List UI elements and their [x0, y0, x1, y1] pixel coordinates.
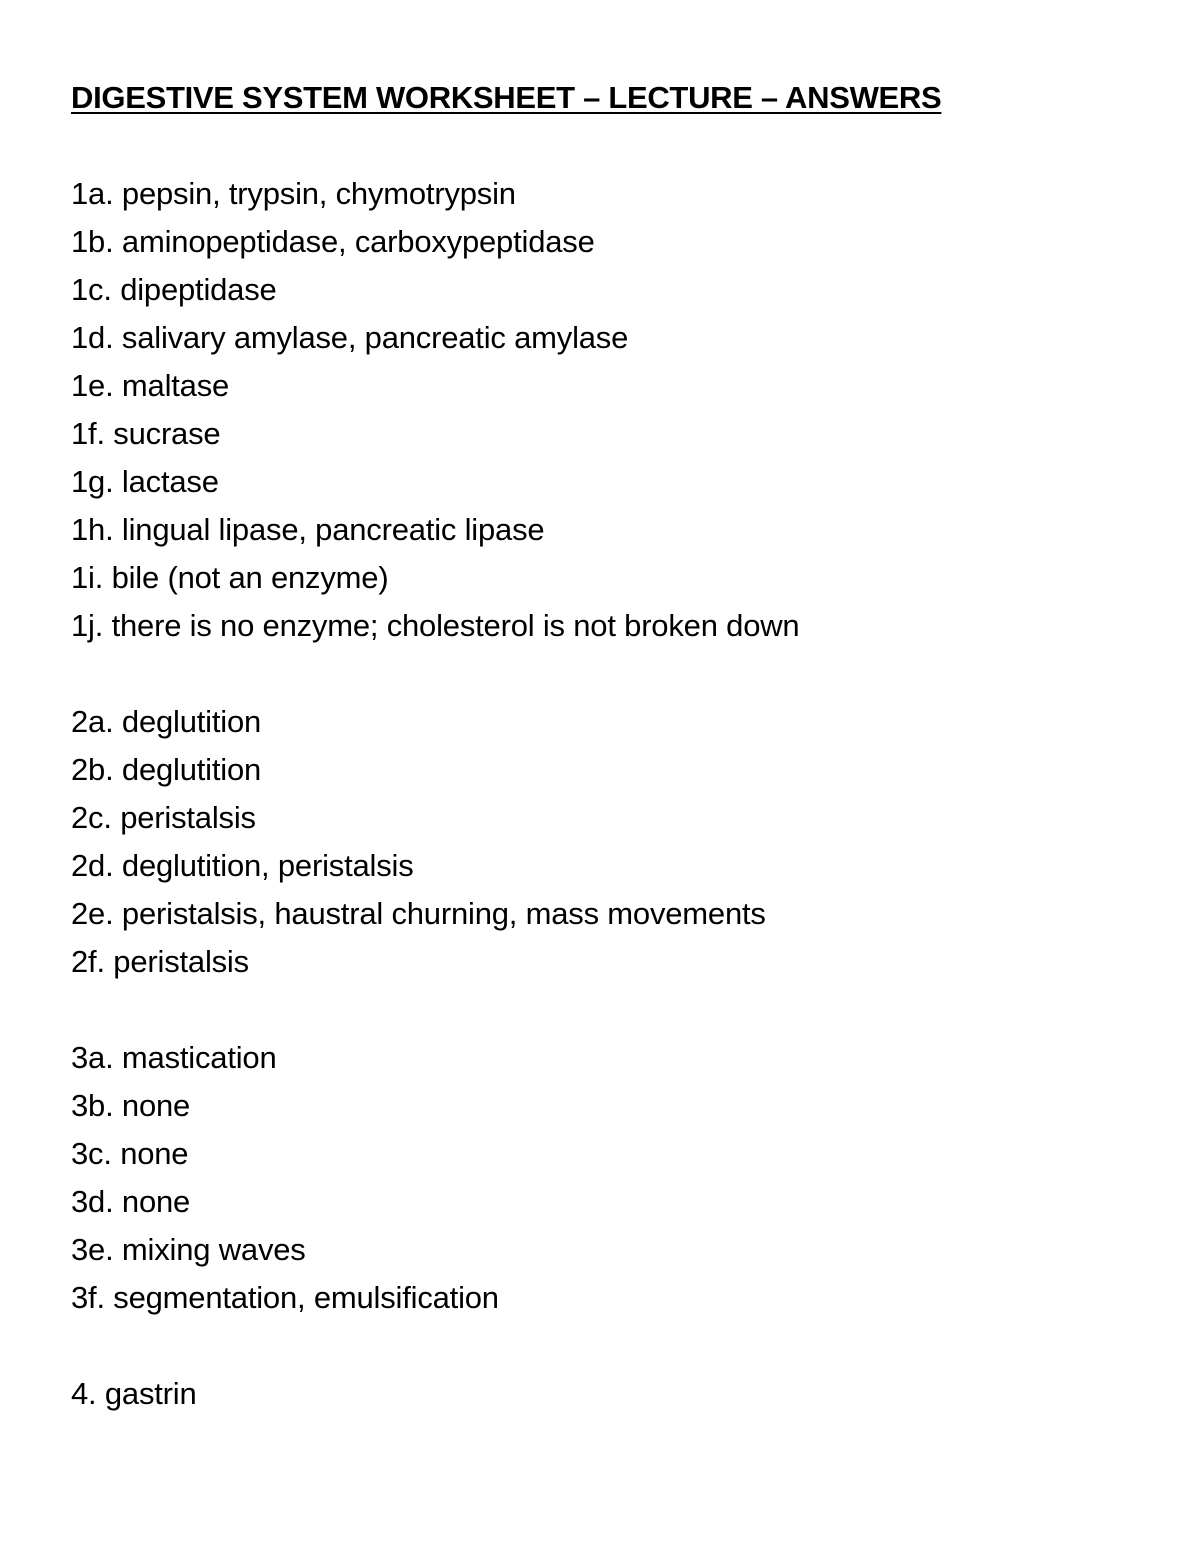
answer-text: salivary amylase, pancreatic amylase — [121, 320, 629, 355]
answer-text: dipeptidase — [120, 272, 277, 307]
answer-label: 2a. — [71, 704, 114, 739]
answer-line — [71, 1178, 1151, 1226]
answer-label: 1c. — [71, 272, 112, 307]
answer-text: none — [120, 1136, 189, 1171]
answer-label: 2c. — [71, 800, 112, 835]
section-3 — [71, 1034, 1151, 1322]
answer-line — [71, 842, 1151, 890]
answer-line — [71, 1034, 1151, 1082]
answer-line — [71, 266, 1151, 314]
answer-line — [71, 1370, 1151, 1418]
answer-text: peristalsis — [120, 800, 256, 835]
answer-label: 1a. — [71, 176, 114, 211]
answer-line — [71, 1274, 1151, 1322]
answer-text: deglutition, peristalsis — [121, 848, 414, 883]
answer-text: none — [121, 1088, 191, 1123]
answer-label: 1b. — [71, 224, 114, 259]
answer-label: 3f. — [71, 1280, 105, 1315]
answer-line — [71, 410, 1151, 458]
answer-line — [71, 746, 1151, 794]
answer-text: deglutition — [121, 752, 262, 787]
answer-label: 2f. — [71, 944, 105, 979]
page-title: DIGESTIVE SYSTEM WORKSHEET – LECTURE – ANSWERS — [71, 80, 942, 115]
answer-line — [71, 314, 1151, 362]
answer-label: 1e. — [71, 368, 114, 403]
answer-label: 1h. — [71, 512, 114, 547]
answer-line — [71, 362, 1151, 410]
answer-label: 1g. — [71, 464, 114, 499]
answer-text: peristalsis, haustral churning, mass movements — [121, 896, 766, 931]
answer-text: gastrin — [104, 1376, 197, 1411]
document-page — [71, 74, 1151, 1466]
answer-line — [71, 602, 1151, 650]
section-4 — [71, 1370, 1151, 1418]
answer-label: 2e. — [71, 896, 114, 931]
section-2 — [71, 698, 1151, 986]
answer-text: sucrase — [113, 416, 221, 451]
answer-label: 1i. — [71, 560, 104, 595]
answer-line — [71, 218, 1151, 266]
answer-text: pepsin, trypsin, chymotrypsin — [121, 176, 516, 211]
answer-line — [71, 1226, 1151, 1274]
answer-text: mastication — [121, 1040, 277, 1075]
answer-line — [71, 938, 1151, 986]
answer-line — [71, 698, 1151, 746]
answer-text: none — [121, 1184, 191, 1219]
answer-label: 1j. — [71, 608, 104, 643]
answer-label: 3d. — [71, 1184, 114, 1219]
answer-line — [71, 554, 1151, 602]
answer-line — [71, 890, 1151, 938]
answer-text: there is no enzyme; cholesterol is not broken down — [111, 608, 800, 643]
answer-text: lingual lipase, pancreatic lipase — [121, 512, 545, 547]
answer-label: 3a. — [71, 1040, 114, 1075]
answer-label: 3b. — [71, 1088, 114, 1123]
section-1 — [71, 170, 1151, 650]
answer-label: 1f. — [71, 416, 105, 451]
answer-label: 3c. — [71, 1136, 112, 1171]
answer-line — [71, 1082, 1151, 1130]
answer-text: bile (not an enzyme) — [111, 560, 389, 595]
answer-label: 2d. — [71, 848, 114, 883]
answer-text: aminopeptidase, carboxypeptidase — [121, 224, 595, 259]
answer-text: deglutition — [121, 704, 262, 739]
answer-line — [71, 458, 1151, 506]
answer-text: lactase — [121, 464, 219, 499]
answer-label: 1d. — [71, 320, 114, 355]
answer-text: peristalsis — [113, 944, 249, 979]
answer-text: mixing waves — [121, 1232, 306, 1267]
answer-line — [71, 506, 1151, 554]
answer-label: 2b. — [71, 752, 114, 787]
answer-line — [71, 794, 1151, 842]
answer-line — [71, 1130, 1151, 1178]
answer-text: maltase — [121, 368, 230, 403]
answer-text: segmentation, emulsification — [113, 1280, 499, 1315]
answer-label: 3e. — [71, 1232, 114, 1267]
answer-line — [71, 170, 1151, 218]
answer-label: 4. — [71, 1376, 97, 1411]
